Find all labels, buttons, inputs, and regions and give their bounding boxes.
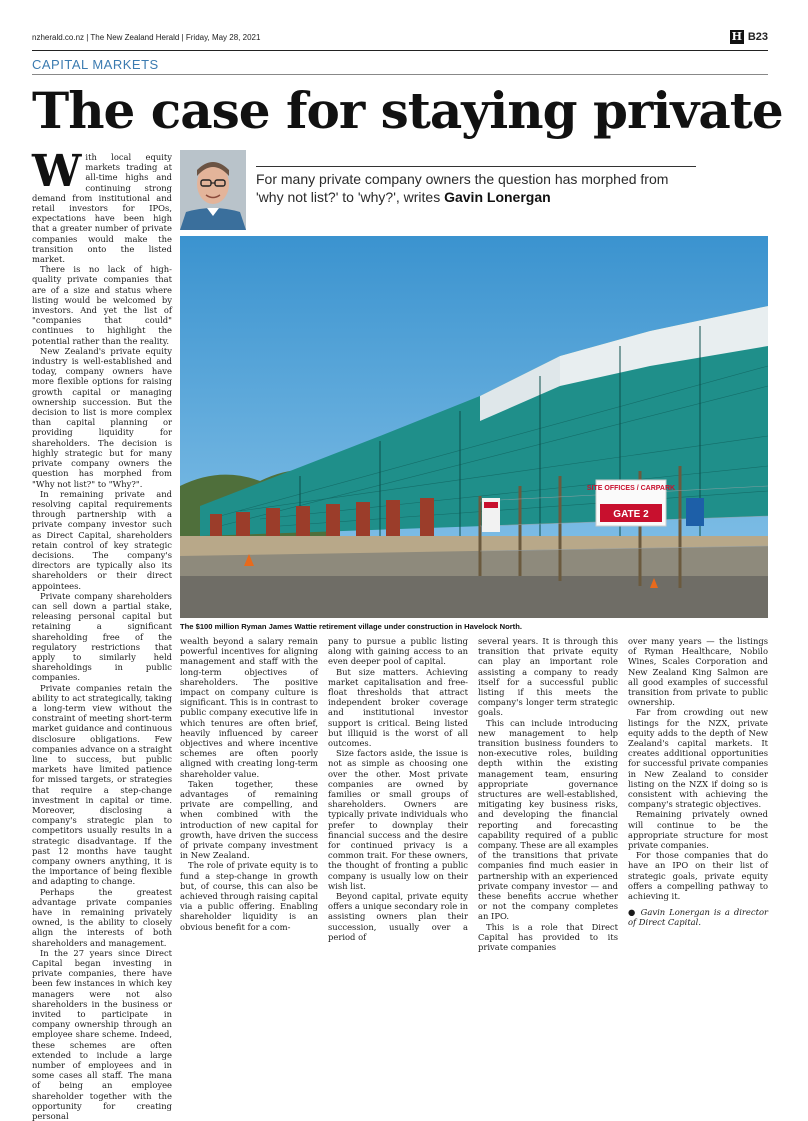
sign-top-text: SITE OFFICES / CARPARK <box>586 485 676 492</box>
standfirst-author: Gavin Lonergan <box>444 189 551 205</box>
paragraph: several years. It is through this transition that private equity can play an important role assisting a company to ready itself for a successful public listing if this meets the company's longer term strategic goals. <box>478 636 618 718</box>
paragraph: Remaining privately owned will continue to be the appropriate structure for most private companies. <box>628 809 768 851</box>
paragraph: Taken together, these advantages of remaining private are compelling, and when combined with the introduction of new capital for growth, have driven the success of private company investment in New Zealand. <box>180 778 318 861</box>
paragraph: pany to pursue a public listing along with gaining access to an even deeper pool of capital. <box>328 636 468 667</box>
column-4 <box>478 636 618 952</box>
photo-caption: The $100 million Ryman James Wattie retirement village under construction in Havelock North. <box>180 622 522 631</box>
column-1 <box>32 146 173 1121</box>
column-2 <box>180 636 318 932</box>
article-photo <box>180 236 768 618</box>
section-rule <box>32 74 768 75</box>
standfirst-rule <box>256 166 696 167</box>
paragraph: over many years — the listings of Ryman Healthcare, Nobilo Wines, Scales Corporation and New Zealand King Salmon are all good examples of successful transition from private to public ownership. <box>628 636 768 708</box>
column-5 <box>628 636 768 928</box>
author-photo <box>180 150 246 230</box>
paragraph: In the 27 years since Direct Capital began investing in private companies, there have been few instances in which key managers were not also shareholders in the business or invited to participate in company ownership through an employee share scheme. Indeed, these schemes are often extended to include a large number of employees and in some cases all staff. The mana of being an employee shareholder together with the opportunity for creating personal <box>32 947 172 1121</box>
standfirst <box>256 170 696 206</box>
paragraph: Perhaps the greatest advantage private companies have in remaining privately owned, is the ability to closely align the interests of both shareholders and management. <box>32 886 172 948</box>
sign-bottom-text: GATE 2 <box>613 509 649 520</box>
paragraph: In remaining private and resolving capital requirements through partnership with a private company investor such as Direct Capital, shareholders retain control of key strategic decisions. The company's directors are typically also its shareholders or their direct appointees. <box>32 488 172 591</box>
paragraph: But size matters. Achieving market capitalisation and free-float thresholds that attract independent broker coverage and institutional investor support is critical. Being listed but illiquid is the worst of all outcomes. <box>328 666 468 749</box>
paragraph: For those companies that do have an IPO on their list of strategic goals, private equity offers a compelling pathway to achieving it. <box>628 850 768 902</box>
dateline: nzherald.co.nz | The New Zealand Herald | Friday, May 28, 2021 <box>32 33 261 42</box>
paragraph: This is a role that Direct Capital has provided to its private companies <box>478 921 618 953</box>
drop-cap: W <box>32 146 82 197</box>
section-label: CAPITAL MARKETS <box>32 57 159 72</box>
paragraph: Private companies retain the ability to act strategically, taking a long-term view without the constraint of meeting short-term market guidance and continuous disclosure obligations. Few companies advance on a straight line to success, but public markets have limited patience for missed targets, or strategies that require a step-change investment in capital or time. Moreover, disclosing a company's strategic plan to competitors usually results in a strategic disadvantage. If the past 12 months have taught company owners anything, it is the importance of being flexible and adapting to change. <box>32 682 173 887</box>
herald-logo-icon: H <box>731 30 743 43</box>
column-3 <box>328 636 468 942</box>
paragraph: New Zealand's private equity industry is well-established and today, company owners have more flexible options for raising growth capital or managing ownership succession. But the decision to list is more complex than capital planning or providing liquidity for shareholders. The decision is highly strategic but for many private company owners the question has morphed from "Why not list?" to "Why?". <box>32 345 172 489</box>
paragraph: The role of private equity is to fund a step-change in growth but, of course, this can also be achieved through raising capital via a public offering. Enabling shareholder liquidity is an obvious benefit for a com- <box>180 860 318 932</box>
page-number: B23 <box>747 31 768 43</box>
paragraph: Size factors aside, the issue is not as simple as choosing one over the other. Most private companies are owned by families or small groups of shareholders. Owners are typically private individuals who prefer to downplay their financial success and the desire for continued privacy is a common trait. For these owners, the thought of fronting a public company is usually low on their wish list. <box>328 748 468 891</box>
page-number-block <box>730 30 768 44</box>
masthead-rule <box>32 50 768 51</box>
headline: The case for staying private <box>32 81 783 140</box>
author-signoff: ● Gavin Lonergan is a director of Direct Capital. <box>628 907 768 928</box>
paragraph: Beyond capital, private equity offers a unique secondary role in assisting owners plan their succession, usually over a period of <box>328 891 468 942</box>
paragraph: This can include introducing new management to help transition business founders to non-executive roles, building depth within the existing management team, ensuring appropriate governance structures are well-established, mitigating key business risks, and developing the financial reporting and forecasting capability required of a public company. These are all examples of the transitions that private companies find much easier in partnership with an experienced private company investor — and these benefits accrue whether or not the company completes an IPO. <box>478 717 618 922</box>
paragraph: Private company shareholders can sell down a partial stake, releasing personal capital but retaining a significant shareholding free of the regulatory restrictions that apply to similarly held shareholdings in public companies. <box>32 590 172 683</box>
masthead <box>32 30 768 46</box>
paragraph: There is no lack of high-quality private companies that are of a size and status where listing would be welcomed by investors. And yet the list of "companies that could" continues to highlight the potential rather than the reality. <box>32 264 172 346</box>
lead-text: ith local equity markets trading at all-time highs and continuing strong demand from institutional and retail investors for IPOs, expectations have been high that a greater number of private companies would make the transition onto the listed market. <box>32 152 172 265</box>
lead-paragraph <box>32 146 172 265</box>
paragraph: wealth beyond a salary remain powerful incentives for aligning management and staff with the long-term objectives of shareholders. The positive impact on company culture is significant. This is in contrast to public company executive life in which tenures are often brief, heavily influenced by career objectives and where incentive schemes are often poorly aligned with creating long-term shareholder value. <box>180 636 318 779</box>
standfirst-text: For many private company owners the question has morphed from 'why not list?' to 'why?', writes <box>256 171 669 205</box>
paragraph: Far from crowding out new listings for the NZX, private equity adds to the depth of New Zealand's capital markets. It creates additional opportunities for successful private companies in New Zealand to consider listing on the NZX if doing so is consistent with achieving the company's strategic objectives. <box>628 707 768 810</box>
